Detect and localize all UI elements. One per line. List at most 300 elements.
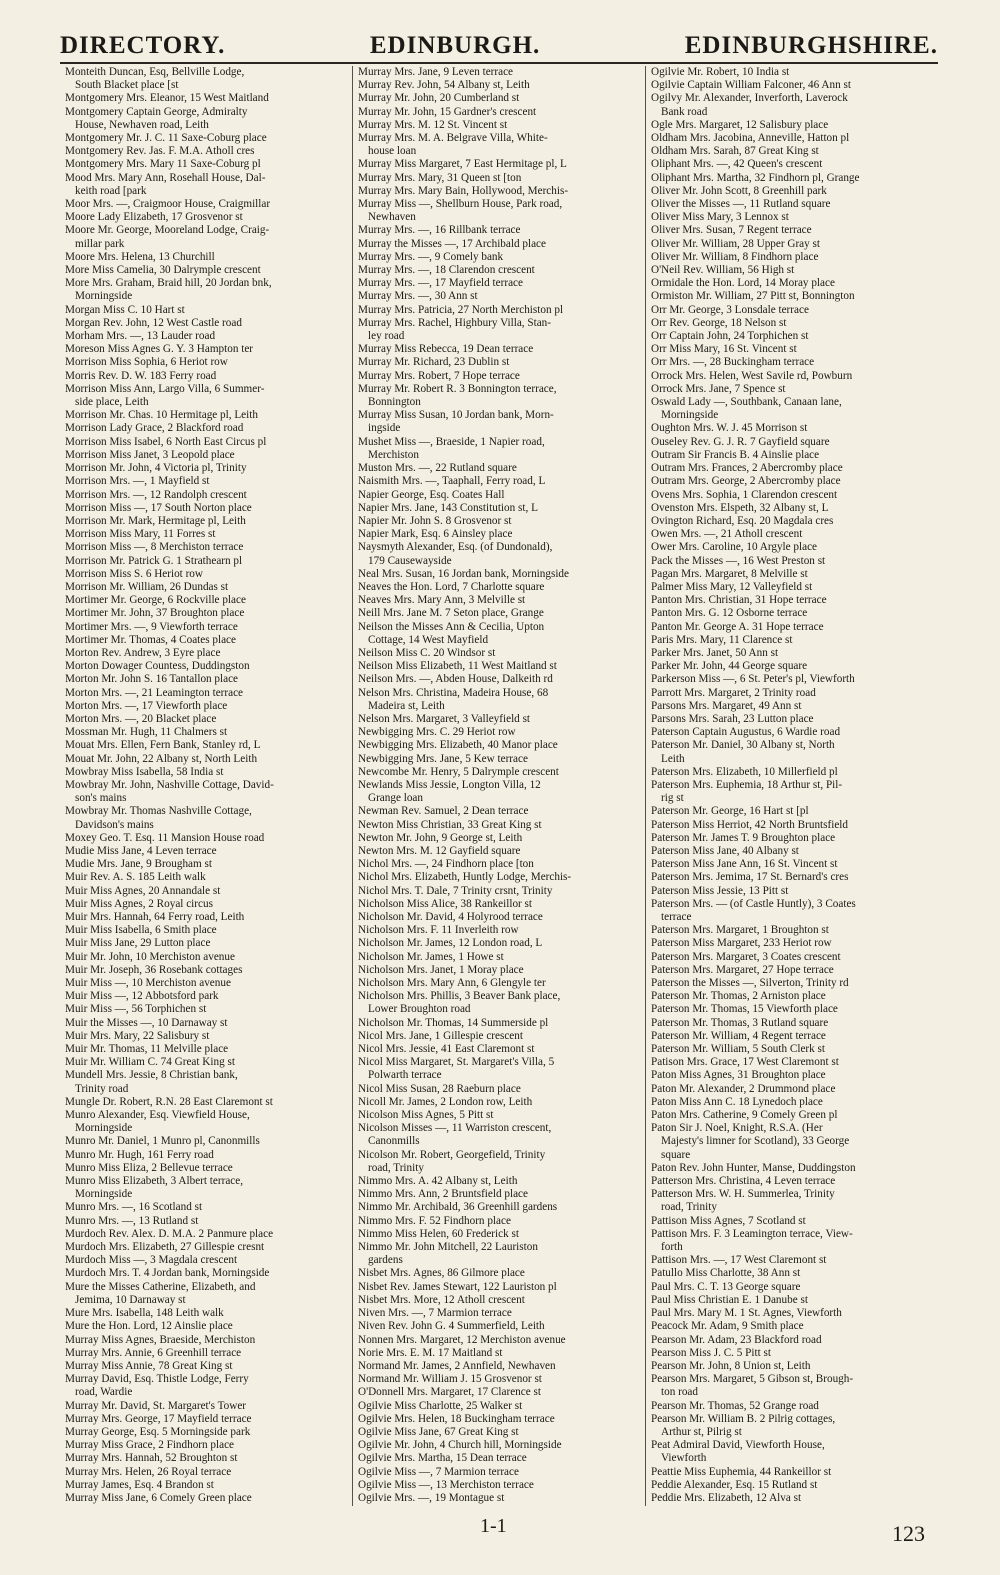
directory-entry: Mouat Mr. John, 22 Albany st, North Leith: [65, 752, 258, 765]
directory-entry: Polwarth terrace: [368, 1069, 442, 1082]
directory-entry: Morton Mrs. —, 20 Blacket place: [65, 712, 217, 725]
directory-entry: Muir the Misses —, 10 Darnaway st: [65, 1016, 228, 1029]
directory-entry: Nicholson Mr. David, 4 Holyrood terrace: [358, 911, 543, 923]
directory-entry: Peacock Mr. Adam, 9 Smith place: [651, 1320, 804, 1333]
directory-entry: Murray Mrs. Robert, 7 Hope terrace: [358, 369, 520, 382]
directory-entry: Ogilvy Mr. Alexander, Inverforth, Laverock: [651, 92, 848, 105]
directory-entry: Murray Mr. John, 20 Cumberland st: [358, 92, 520, 105]
directory-entry: Grange loan: [368, 792, 423, 805]
directory-entry: Napier Mrs. Jane, 143 Constitution st, L: [358, 501, 538, 514]
directory-entry: Viewforth: [661, 1452, 707, 1465]
directory-column-3: [645, 66, 938, 1506]
directory-entry: Neaves Mrs. Mary Ann, 3 Melville st: [358, 594, 526, 607]
directory-entry: Paterson Mrs. Elizabeth, 10 Millerfield pl: [651, 765, 838, 778]
directory-entry: Monteith Duncan, Esq, Bellville Lodge,: [65, 66, 245, 78]
directory-entry: Paterson Captain Augustus, 6 Wardie road: [651, 726, 841, 739]
directory-entry: Morrison Mr. William, 26 Dundas st: [65, 580, 229, 593]
directory-entry: Munro Mr. Hugh, 161 Ferry road: [65, 1148, 214, 1161]
directory-entry: Morrison Miss Isabel, 6 North East Circus pl: [65, 435, 267, 448]
directory-entry: Nonnen Mrs. Margaret, 12 Merchiston avenue: [358, 1333, 566, 1346]
directory-entry: 179 Causewayside: [368, 554, 452, 567]
directory-entry: Murray Mr. John, 15 Gardner's crescent: [358, 105, 537, 118]
directory-entry: Morton Mrs. —, 21 Leamington terrace: [65, 686, 244, 699]
directory-entry: Mundell Mrs. Jessie, 8 Christian bank,: [65, 1069, 238, 1082]
directory-entry: ley road: [368, 330, 405, 343]
directory-entry: Paton Mrs. Catherine, 9 Comely Green pl: [651, 1109, 838, 1122]
directory-entry: Ogilvie Miss Charlotte, 25 Walker st: [358, 1399, 523, 1412]
directory-entry: Mortimer Mrs. —, 9 Viewforth terrace: [65, 620, 238, 633]
directory-entry: Madeira st, Leith: [368, 699, 445, 712]
directory-entry: Muir Mrs. Mary, 22 Salisbury st: [65, 1029, 210, 1042]
directory-entry: Murray Mrs. Annie, 6 Greenhill terrace: [65, 1346, 242, 1359]
directory-entry: Mowbray Mr. Thomas Nashville Cottage,: [65, 805, 252, 818]
directory-entry: Nimmo Mr. Archibald, 36 Greenhill gardens: [358, 1201, 558, 1214]
directory-entry: Oliver Mrs. Susan, 7 Regent terrace: [651, 224, 812, 237]
directory-entry: Muir Mr. William C. 74 Great King st: [65, 1056, 235, 1069]
directory-entry: Palmer Miss Mary, 12 Valleyfield st: [651, 580, 813, 593]
directory-entry: Mure the Misses Catherine, Elizabeth, and: [65, 1280, 256, 1293]
directory-entry: Muir Miss Isabella, 6 Smith place: [65, 924, 217, 937]
directory-entry: road, Trinity: [368, 1161, 424, 1174]
directory-entry: Paterson Mr. Thomas, 15 Viewforth place: [651, 1003, 838, 1016]
directory-entry: Outram Mrs. Frances, 2 Abercromby place: [651, 462, 843, 475]
directory-entry: terrace: [661, 911, 692, 923]
directory-entry: Murray Mrs. M. 12 St. Vincent st: [358, 118, 508, 131]
directory-entry: Nicholson Mr. Thomas, 14 Summerside pl: [358, 1016, 549, 1029]
directory-entry: Murray David, Esq. Thistle Lodge, Ferry: [65, 1373, 249, 1386]
directory-entry: Normand Mr. William J. 15 Grosvenor st: [358, 1373, 542, 1386]
directory-entry: Mungle Dr. Robert, R.N. 28 East Claremont st: [65, 1095, 273, 1108]
directory-entry: Nicholson Mr. James, 12 London road, L: [358, 937, 543, 950]
directory-entry: Peattie Miss Euphemia, 44 Rankeillor st: [651, 1465, 832, 1478]
directory-entry: Muir Miss —, 56 Torphichen st: [65, 1003, 207, 1016]
directory-entry: Murray Mrs. —, 9 Comely bank: [358, 250, 504, 263]
directory-entry: Oliver Mr. William, 28 Upper Gray st: [651, 237, 820, 250]
directory-entry: Morningside: [75, 1188, 133, 1201]
directory-entry: Paterson Mr. James T. 9 Broughton place: [651, 831, 836, 844]
header-rule: [60, 62, 938, 64]
directory-entry: Norie Mrs. E. M. 17 Maitland st: [358, 1346, 503, 1359]
directory-entry: Moxey Geo. T. Esq. 11 Mansion House road: [65, 831, 265, 844]
directory-entry: Parsons Mrs. Sarah, 23 Lutton place: [651, 712, 814, 725]
directory-entry: Morton Dowager Countess, Duddingston: [65, 660, 250, 673]
directory-entry: square: [661, 1148, 691, 1161]
directory-entry: Montgomery Mrs. Eleanor, 15 West Maitland: [65, 92, 269, 105]
directory-entry: Nimmo Mrs. Ann, 2 Bruntsfield place: [358, 1188, 528, 1201]
directory-entry: Murray Mrs. George, 17 Mayfield terrace: [65, 1412, 252, 1425]
directory-entry: Parsons Mrs. Margaret, 49 Ann st: [651, 699, 802, 712]
directory-entry: Murray Miss Rebecca, 19 Dean terrace: [358, 343, 534, 356]
directory-entry: Ogilvie Mr. John, 4 Church hill, Morningside: [358, 1439, 562, 1452]
directory-entry: Nicholson Mrs. Janet, 1 Moray place: [358, 963, 524, 976]
directory-entry: Mortimer Mr. Thomas, 4 Coates place: [65, 633, 236, 646]
directory-columns: [60, 66, 938, 1506]
directory-entry: Newton Mrs. M. 12 Gayfield square: [358, 844, 521, 857]
directory-entry: Murdoch Mrs. Elizabeth, 27 Gillespie cresnt: [65, 1241, 265, 1254]
directory-entry: Parker Mr. John, 44 George square: [651, 660, 808, 673]
directory-entry: Paterson Mr. Thomas, 2 Arniston place: [651, 990, 826, 1003]
directory-entry: Oliphant Mrs. Martha, 32 Findhorn pl, Grange: [651, 171, 860, 184]
directory-entry: rig st: [661, 792, 684, 805]
directory-entry: Murdoch Rev. Alex. D. M.A. 2 Panmure place: [65, 1227, 274, 1240]
directory-entry: Mowbray Mr. John, Nashville Cottage, David-: [65, 778, 274, 791]
directory-entry: Napier Mark, Esq. 6 Ainsley place: [358, 528, 513, 541]
directory-entry: Oliver Mr. William, 8 Findhorn place: [651, 250, 819, 263]
directory-entry: Jemima, 10 Darnaway st: [75, 1293, 186, 1306]
directory-entry: Oliver Mr. John Scott, 8 Greenhill park: [651, 184, 827, 197]
directory-entry: O'Neil Rev. William, 56 High st: [651, 264, 795, 277]
page-header: [60, 26, 938, 60]
directory-entry: gardens: [368, 1254, 403, 1267]
directory-entry: Oldham Mrs. Sarah, 87 Great King st: [651, 145, 819, 158]
directory-entry: Paterson Mrs. Euphemia, 18 Arthur st, Pil-: [651, 778, 843, 791]
directory-entry: Neaves the Hon. Lord, 7 Charlotte square: [358, 580, 545, 593]
directory-entry: Orrock Mrs. Jane, 7 Spence st: [651, 382, 786, 395]
directory-entry: Morgan Miss C. 10 Hart st: [65, 303, 185, 316]
directory-entry: son's mains: [75, 792, 127, 805]
directory-entry: Pearson Mrs. Margaret, 5 Gibson st, Brough-: [651, 1373, 854, 1386]
directory-entry: Bonnington: [368, 396, 421, 409]
directory-entry: Orr Rev. George, 18 Nelson st: [651, 316, 787, 329]
directory-entry: Murray James, Esq. 4 Brandon st: [65, 1478, 214, 1491]
directory-entry: Murray Miss —, Shellburn House, Park road,: [358, 198, 563, 211]
directory-entry: Paterson Mr. Daniel, 30 Albany st, North: [651, 739, 835, 752]
directory-entry: Oliver the Misses —, 11 Rutland square: [651, 198, 831, 211]
directory-entry: Nisbet Mrs. More, 12 Atholl crescent: [358, 1293, 525, 1306]
directory-entry: Muir Mr. Joseph, 36 Rosebank cottages: [65, 963, 243, 976]
directory-entry: Paterson the Misses —, Silverton, Trinity rd: [651, 977, 849, 990]
directory-entry: Neilson the Misses Ann & Cecilia, Upton: [358, 620, 545, 633]
directory-entry: Peat Admiral David, Viewforth House,: [651, 1439, 825, 1452]
directory-entry: Outram Sir Francis B. 4 Ainslie place: [651, 448, 820, 461]
directory-entry: Nicholson Mrs. Mary Ann, 6 Glengyle ter: [358, 977, 546, 990]
directory-entry: Pearson Miss J. C. 5 Pitt st: [651, 1346, 771, 1359]
directory-entry: Paterson Mrs. Margaret, 1 Broughton st: [651, 924, 829, 937]
directory-entry: Ogilvie Captain William Falconer, 46 Ann st: [651, 79, 851, 92]
directory-entry: Morrison Miss Sophia, 6 Heriot row: [65, 356, 228, 369]
directory-entry: Murray Mrs. Mary, 31 Queen st [ton: [358, 171, 522, 184]
directory-entry: Morningside: [661, 409, 719, 422]
directory-entry: Morrison Mr. John, 4 Victoria pl, Trinity: [65, 462, 247, 475]
directory-entry: Panton Mrs. Christian, 31 Hope terrace: [651, 594, 827, 607]
directory-entry: Morris Rev. D. W. 183 Ferry road: [65, 369, 217, 382]
directory-entry: Morrison Miss Ann, Largo Villa, 6 Summer-: [65, 382, 265, 395]
directory-entry: Muir Mr. Thomas, 11 Melville place: [65, 1043, 229, 1056]
directory-entry: South Blacket place [st: [75, 79, 179, 92]
directory-entry: Panton Mr. George A. 31 Hope terrace: [651, 620, 824, 633]
directory-entry: Morrison Miss S. 6 Heriot row: [65, 567, 203, 580]
directory-entry: Paterson Mrs. Margaret, 3 Coates crescent: [651, 950, 841, 963]
directory-entry: Murray Mrs. —, 18 Clarendon crescent: [358, 264, 535, 277]
directory-entry: Ogilvie Miss —, 7 Marmion terrace: [358, 1465, 519, 1478]
directory-entry: Murray Mrs. Hannah, 52 Broughton st: [65, 1452, 238, 1465]
directory-entry: Muir Mrs. Hannah, 64 Ferry road, Leith: [65, 911, 245, 923]
directory-entry: Nicol Miss Margaret, St. Margaret's Villa, 5: [358, 1056, 555, 1069]
directory-entry: Pearson Mr. Adam, 23 Blackford road: [651, 1333, 822, 1346]
directory-entry: Patison Mrs. Grace, 17 West Claremont st: [651, 1056, 839, 1069]
directory-entry: Muir Miss —, 12 Abbotsford park: [65, 990, 219, 1003]
directory-entry: Nicolson Misses —, 11 Warriston crescent,: [358, 1122, 552, 1135]
directory-entry: Davidson's mains: [75, 818, 154, 831]
directory-entry: Oldham Mrs. Jacobina, Anneville, Hatton pl: [651, 132, 850, 145]
directory-entry: Newhaven: [368, 211, 416, 224]
directory-entry: Newton Mr. John, 9 George st, Leith: [358, 831, 523, 844]
directory-entry: Paterson Mr. William, 5 South Clerk st: [651, 1043, 825, 1056]
directory-entry: Nichol Mrs. —, 24 Findhorn place [ton: [358, 858, 534, 871]
page-number: 123: [892, 1521, 925, 1546]
directory-entry: Muir Miss —, 10 Merchiston avenue: [65, 977, 231, 990]
directory-entry: Pearson Mr. Thomas, 52 Grange road: [651, 1399, 819, 1412]
directory-entry: Nimmo Mrs. A. 42 Albany st, Leith: [358, 1175, 518, 1188]
directory-entry: Nelson Mrs. Margaret, 3 Valleyfield st: [358, 712, 531, 725]
directory-entry: Pearson Mr. John, 8 Union st, Leith: [651, 1359, 811, 1372]
directory-entry: Munro Mr. Daniel, 1 Munro pl, Canonmills: [65, 1135, 260, 1148]
directory-entry: Paton Mr. Alexander, 2 Drummond place: [651, 1082, 836, 1095]
directory-entry: Ovington Richard, Esq. 20 Magdala cres: [651, 514, 834, 527]
directory-entry: Munro Mrs. —, 13 Rutland st: [65, 1214, 199, 1227]
directory-entry: Paton Miss Agnes, 31 Broughton place: [651, 1069, 826, 1082]
directory-entry: Murray Miss Agnes, Braeside, Merchiston: [65, 1333, 256, 1346]
directory-entry: Nichol Mrs. Elizabeth, Huntly Lodge, Merchis-: [358, 871, 572, 884]
directory-entry: Napier Mr. John S. 8 Grosvenor st: [358, 514, 512, 527]
directory-entry: Bank road: [661, 105, 708, 118]
directory-entry: Munro Miss Elizabeth, 3 Albert terrace,: [65, 1175, 244, 1188]
directory-entry: Pattison Miss Agnes, 7 Scotland st: [651, 1214, 806, 1227]
directory-entry: Nimmo Mrs. F. 52 Findhorn place: [358, 1214, 511, 1227]
directory-entry: Newlands Miss Jessie, Longton Villa, 12: [358, 778, 541, 791]
directory-entry: Nisbet Rev. James Stewart, 122 Lauriston pl: [358, 1280, 557, 1293]
directory-column-1: [60, 66, 352, 1506]
directory-entry: Muir Miss Jane, 29 Lutton place: [65, 937, 211, 950]
directory-entry: Parkerson Miss —, 6 St. Peter's pl, Viewforth: [651, 673, 855, 686]
directory-entry: Ogilvie Mr. Robert, 10 India st: [651, 66, 790, 78]
directory-entry: Morrison Mr. Patrick G. 1 Strathearn pl: [65, 554, 243, 567]
directory-entry: Morrison Mrs. —, 12 Randolph crescent: [65, 488, 247, 501]
directory-entry: Paul Mrs. C. T. 13 George square: [651, 1280, 801, 1293]
header-right-title: EDINBURGHSHIRE.: [684, 32, 938, 59]
directory-entry: Orr Mrs. —, 28 Buckingham terrace: [651, 356, 815, 369]
directory-entry: Moore Mrs. Helena, 13 Churchill: [65, 250, 215, 263]
directory-entry: Munro Miss Eliza, 2 Bellevue terrace: [65, 1161, 233, 1174]
directory-entry: Morrison Mrs. —, 1 Mayfield st: [65, 475, 210, 488]
directory-entry: Paterson Miss Margaret, 233 Heriot row: [651, 937, 832, 950]
directory-entry: Pagan Mrs. Margaret, 8 Melville st: [651, 567, 808, 580]
directory-entry: Newman Rev. Samuel, 2 Dean terrace: [358, 805, 529, 818]
directory-entry: Morton Mr. John S. 16 Tantallon place: [65, 673, 239, 686]
directory-entry: Orr Captain John, 24 Torphichen st: [651, 330, 809, 343]
directory-entry: road, Trinity: [661, 1201, 717, 1214]
directory-entry: Ogilvie Miss Jane, 67 Great King st: [358, 1425, 519, 1438]
directory-entry: Parrott Mrs. Margaret, 2 Trinity road: [651, 686, 816, 699]
directory-entry: Ogilvie Mrs. —, 19 Montague st: [358, 1491, 505, 1504]
directory-entry: Mortimer Mr. John, 37 Broughton place: [65, 607, 245, 620]
directory-entry: Murray Mrs. Rachel, Highbury Villa, Stan-: [358, 316, 552, 329]
directory-entry: Moore Mr. George, Mooreland Lodge, Craig-: [65, 224, 270, 237]
directory-entry: Neal Mrs. Susan, 16 Jordan bank, Morningside: [358, 567, 569, 580]
directory-entry: millar park: [75, 237, 125, 250]
directory-entry: Paterson Mr. Thomas, 3 Rutland square: [651, 1016, 829, 1029]
directory-entry: Muston Mrs. —, 22 Rutland square: [358, 462, 517, 475]
directory-entry: Naysmyth Alexander, Esq. (of Dundonald),: [358, 541, 553, 554]
directory-entry: Morton Mrs. —, 17 Viewforth place: [65, 699, 228, 712]
directory-entry: Murray Mr. Richard, 23 Dublin st: [358, 356, 510, 369]
directory-entry: Murray Miss Jane, 6 Comely Green place: [65, 1491, 252, 1504]
directory-entry: Paris Mrs. Mary, 11 Clarence st: [651, 633, 793, 646]
directory-entry: Paterson Miss Herriot, 42 North Bruntsfield: [651, 818, 849, 831]
directory-entry: Nicoll Mr. James, 2 London row, Leith: [358, 1095, 533, 1108]
directory-entry: Muir Rev. A. S. 185 Leith walk: [65, 871, 206, 884]
directory-entry: Morrison Miss Janet, 3 Leopold place: [65, 448, 235, 461]
directory-entry: More Mrs. Graham, Braid hill, 20 Jordan bnk,: [65, 277, 272, 290]
directory-entry: Morningside: [75, 1122, 133, 1135]
directory-entry: Nichol Mrs. T. Dale, 7 Trinity crsnt, Trinity: [358, 884, 553, 897]
header-left-title: DIRECTORY.: [60, 32, 226, 59]
directory-entry: Mowbray Miss Isabella, 58 India st: [65, 765, 224, 778]
directory-entry: Nicolson Miss Agnes, 5 Pitt st: [358, 1109, 494, 1122]
directory-entry: Newbigging Mrs. Elizabeth, 40 Manor place: [358, 739, 558, 752]
directory-entry: Paul Miss Christian E. 1 Danube st: [651, 1293, 808, 1306]
directory-entry: Murray George, Esq. 5 Morningside park: [65, 1425, 251, 1438]
directory-entry: Nimmo Mr. John Mitchell, 22 Lauriston: [358, 1241, 538, 1254]
directory-entry: Canonmills: [368, 1135, 420, 1148]
directory-entry: Nicol Mrs. Jane, 1 Gillespie crescent: [358, 1029, 523, 1042]
directory-entry: Leith: [661, 752, 685, 765]
directory-entry: Nisbet Mrs. Agnes, 86 Gilmore place: [358, 1267, 525, 1280]
directory-entry: Mouat Mrs. Ellen, Fern Bank, Stanley rd, L: [65, 739, 261, 752]
directory-entry: Muir Mr. John, 10 Merchiston avenue: [65, 950, 235, 963]
directory-entry: ingside: [368, 422, 401, 435]
directory-entry: Oliver Miss Mary, 3 Lennox st: [651, 211, 789, 224]
directory-entry: Paterson Mr. George, 16 Hart st [pl: [651, 805, 809, 818]
directory-entry: Nicholson Miss Alice, 38 Rankeillor st: [358, 897, 533, 910]
directory-entry: Murray Miss Susan, 10 Jordan bank, Morn-: [358, 409, 554, 422]
directory-entry: Naismith Mrs. —, Taaphall, Ferry road, L: [358, 475, 546, 488]
directory-entry: Moreson Miss Agnes G. Y. 3 Hampton ter: [65, 343, 254, 356]
directory-entry: Mure the Hon. Lord, 12 Ainslie place: [65, 1320, 233, 1333]
directory-entry: Patterson Mrs. W. H. Summerlea, Trinity: [651, 1188, 835, 1201]
directory-entry: Newcombe Mr. Henry, 5 Dalrymple crescent: [358, 765, 559, 778]
directory-entry: Paterson Miss Jane Ann, 16 St. Vincent st: [651, 858, 838, 871]
directory-entry: Paton Miss Ann C. 18 Lynedoch place: [651, 1095, 823, 1108]
directory-entry: Lower Broughton road: [368, 1003, 471, 1016]
directory-entry: Murray the Misses —, 17 Archibald place: [358, 237, 546, 250]
directory-entry: Nelson Mrs. Christina, Madeira House, 68: [358, 686, 549, 699]
directory-entry: Murray Rev. John, 54 Albany st, Leith: [358, 79, 530, 92]
directory-entry: Mudie Mrs. Jane, 9 Brougham st: [65, 858, 212, 871]
directory-entry: Morgan Rev. John, 12 West Castle road: [65, 316, 242, 329]
directory-entry: Morham Mrs. —, 13 Lauder road: [65, 330, 216, 343]
directory-entry: Normand Mr. James, 2 Annfield, Newhaven: [358, 1359, 556, 1372]
directory-entry: forth: [661, 1241, 683, 1254]
directory-entry: Murray Mr. David, St. Margaret's Tower: [65, 1399, 247, 1412]
directory-entry: Munro Alexander, Esq. Viewfield House,: [65, 1109, 250, 1122]
directory-entry: Nicholson Mrs. F. 11 Inverleith row: [358, 924, 519, 937]
directory-entry: Nicholson Mr. James, 1 Howe st: [358, 950, 504, 963]
page-footer: [0, 1515, 1000, 1545]
directory-entry: Montgomery Rev. Jas. F. M.A. Atholl cres: [65, 145, 255, 158]
directory-entry: Paterson Mr. William, 4 Regent terrace: [651, 1029, 826, 1042]
directory-entry: Morton Rev. Andrew, 3 Eyre place: [65, 646, 221, 659]
directory-entry: Morrison Miss —, 8 Merchiston terrace: [65, 541, 244, 554]
directory-entry: Murray Mrs. —, 17 Mayfield terrace: [358, 277, 523, 290]
directory-entry: Morrison Mr. Mark, Hermitage pl, Leith: [65, 514, 246, 527]
directory-entry: Moor Mrs. —, Craigmoor House, Craigmillar: [65, 198, 271, 211]
directory-entry: O'Donnell Mrs. Margaret, 17 Clarence st: [358, 1386, 541, 1399]
directory-entry: Murray Mrs. M. A. Belgrave Villa, White-: [358, 132, 548, 145]
directory-entry: Murray Mrs. Patricia, 27 North Merchiston pl: [358, 303, 564, 316]
directory-entry: Oliphant Mrs. —, 42 Queen's crescent: [651, 158, 823, 171]
directory-entry: Napier George, Esq. Coates Hall: [358, 488, 505, 501]
directory-entry: Neilson Mrs. —, Abden House, Dalkeith rd: [358, 673, 553, 686]
directory-entry: Orrock Mrs. Helen, West Savile rd, Powburn: [651, 369, 853, 382]
directory-entry: Ovens Mrs. Sophia, 1 Clarendon crescent: [651, 488, 838, 501]
directory-entry: Neilson Miss Elizabeth, 11 West Maitland st: [358, 660, 557, 673]
directory-entry: Murray Mrs. —, 30 Ann st: [358, 290, 478, 303]
directory-entry: Morrison Mr. Chas. 10 Hermitage pl, Leith: [65, 409, 258, 422]
directory-entry: Pattison Mrs. —, 17 West Claremont st: [651, 1254, 827, 1267]
directory-entry: house loan: [368, 145, 417, 158]
directory-entry: Murray Mrs. —, 16 Rillbank terrace: [358, 224, 521, 237]
directory-entry: Niven Rev. John G. 4 Summerfield, Leith: [358, 1320, 545, 1333]
directory-entry: Ower Mrs. Caroline, 10 Argyle place: [651, 541, 818, 554]
directory-entry: Pack the Misses —, 16 West Preston st: [651, 554, 826, 567]
directory-column-2: [352, 66, 645, 1506]
directory-entry: Paterson Miss Jessie, 13 Pitt st: [651, 884, 789, 897]
directory-entry: Newbigging Mrs. Jane, 5 Kew terrace: [358, 752, 528, 765]
directory-entry: Panton Mrs. G. 12 Osborne terrace: [651, 607, 808, 620]
directory-entry: Orr Miss Mary, 16 St. Vincent st: [651, 343, 797, 356]
directory-entry: Morrison Miss Mary, 11 Forres st: [65, 528, 216, 541]
directory-entry: Paterson Mrs. Margaret, 27 Hope terrace: [651, 963, 834, 976]
directory-entry: Mushet Miss —, Braeside, 1 Napier road,: [358, 435, 545, 448]
directory-entry: Morrison Lady Grace, 2 Blackford road: [65, 422, 244, 435]
directory-entry: Ogilvie Mrs. Martha, 15 Dean terrace: [358, 1452, 527, 1465]
directory-entry: Cottage, 14 West Mayfield: [368, 633, 489, 646]
directory-entry: Nicol Mrs. Jessie, 41 East Claremont st: [358, 1043, 535, 1056]
directory-entry: Parker Mrs. Janet, 50 Ann st: [651, 646, 779, 659]
directory-entry: Pearson Mr. William B. 2 Pilrig cottages,: [651, 1412, 836, 1425]
directory-entry: road, Wardie: [75, 1386, 133, 1399]
directory-entry: Ogilvie Mrs. Helen, 18 Buckingham terrace: [358, 1412, 555, 1425]
directory-entry: Majesty's limner for Scotland), 33 George: [661, 1135, 850, 1148]
directory-entry: Mossman Mr. Hugh, 11 Chalmers st: [65, 726, 228, 739]
directory-entry: Pattison Mrs. F. 3 Leamington terrace, View-: [651, 1227, 853, 1240]
directory-entry: Patullo Miss Charlotte, 38 Ann st: [651, 1267, 801, 1280]
directory-entry: Paterson Mrs. — (of Castle Huntly), 3 Coates: [651, 897, 856, 910]
directory-entry: Ogilvie Miss —, 13 Merchiston terrace: [358, 1478, 534, 1491]
directory-entry: side place, Leith: [75, 396, 149, 409]
directory-entry: Montgomery Mrs. Mary 11 Saxe-Coburg pl: [65, 158, 261, 171]
directory-entry: Munro Mrs. —, 16 Scotland st: [65, 1201, 203, 1214]
header-center-title: EDINBURGH.: [369, 32, 541, 59]
directory-entry: Nicolson Mr. Robert, Georgefield, Trinity: [358, 1148, 546, 1161]
directory-entry: Ouseley Rev. G. J. R. 7 Gayfield square: [651, 435, 830, 448]
directory-entry: Oughton Mrs. W. J. 45 Morrison st: [651, 422, 808, 435]
directory-entry: Peddie Mrs. Elizabeth, 12 Alva st: [651, 1491, 802, 1504]
directory-entry: Murray Mrs. Jane, 9 Leven terrace: [358, 66, 514, 78]
directory-entry: Paton Sir J. Noel, Knight, R.S.A. (Her: [651, 1122, 823, 1135]
directory-entry: Murray Mrs. Mary Bain, Hollywood, Merchis-: [358, 184, 569, 197]
directory-entry: Ogle Mrs. Margaret, 12 Salisbury place: [651, 118, 829, 131]
directory-entry: Arthur st, Pilrig st: [661, 1425, 742, 1438]
directory-entry: Murdoch Mrs. T. 4 Jordan bank, Morningside: [65, 1267, 270, 1280]
directory-entry: Moore Lady Elizabeth, 17 Grosvenor st: [65, 211, 243, 224]
directory-entry: Outram Mrs. George, 2 Abercromby place: [651, 475, 841, 488]
directory-entry: Paterson Mrs. Jemima, 17 St. Bernard's cres: [651, 871, 849, 884]
directory-entry: Murdoch Miss —, 3 Magdala crescent: [65, 1254, 238, 1267]
directory-entry: Newton Miss Christian, 33 Great King st: [358, 818, 542, 831]
directory-entry: Neill Mrs. Jane M. 7 Seton place, Grange: [358, 607, 544, 620]
